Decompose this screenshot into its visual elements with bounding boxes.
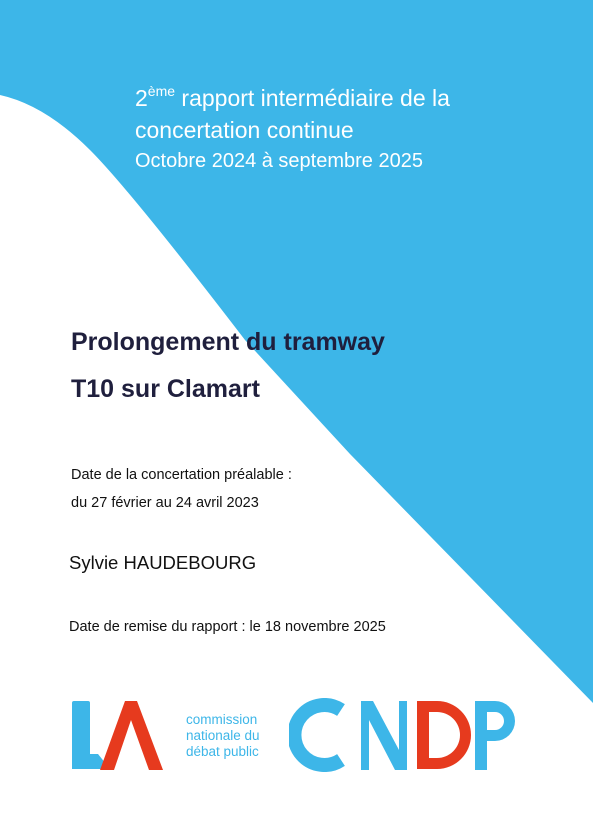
report-header (135, 84, 575, 174)
cndp-logo-text: commission nationale du débat public (186, 712, 260, 759)
report-title-line2: concertation continue (135, 117, 354, 143)
project-title-line2: T10 sur Clamart (71, 375, 260, 403)
preliminary-dates (71, 461, 292, 517)
preliminary-dates-range: du 27 février au 24 avril 2023 (71, 495, 259, 511)
report-period: Octobre 2024 à septembre 2025 (135, 150, 423, 172)
preliminary-dates-label: Date de la concertation préalable : (71, 467, 292, 483)
project-title (71, 323, 385, 417)
la-logo-icon (70, 698, 166, 772)
report-submission-date: Date de remise du rapport : le 18 novembre 2025 (69, 619, 386, 635)
project-title-line1: Prolongement du tramway (71, 328, 385, 356)
report-title: 2ème rapport intermédiaire de la (135, 83, 450, 111)
cndp-logo-icon (289, 698, 529, 772)
author-name: Sylvie HAUDEBOURG (69, 552, 257, 573)
